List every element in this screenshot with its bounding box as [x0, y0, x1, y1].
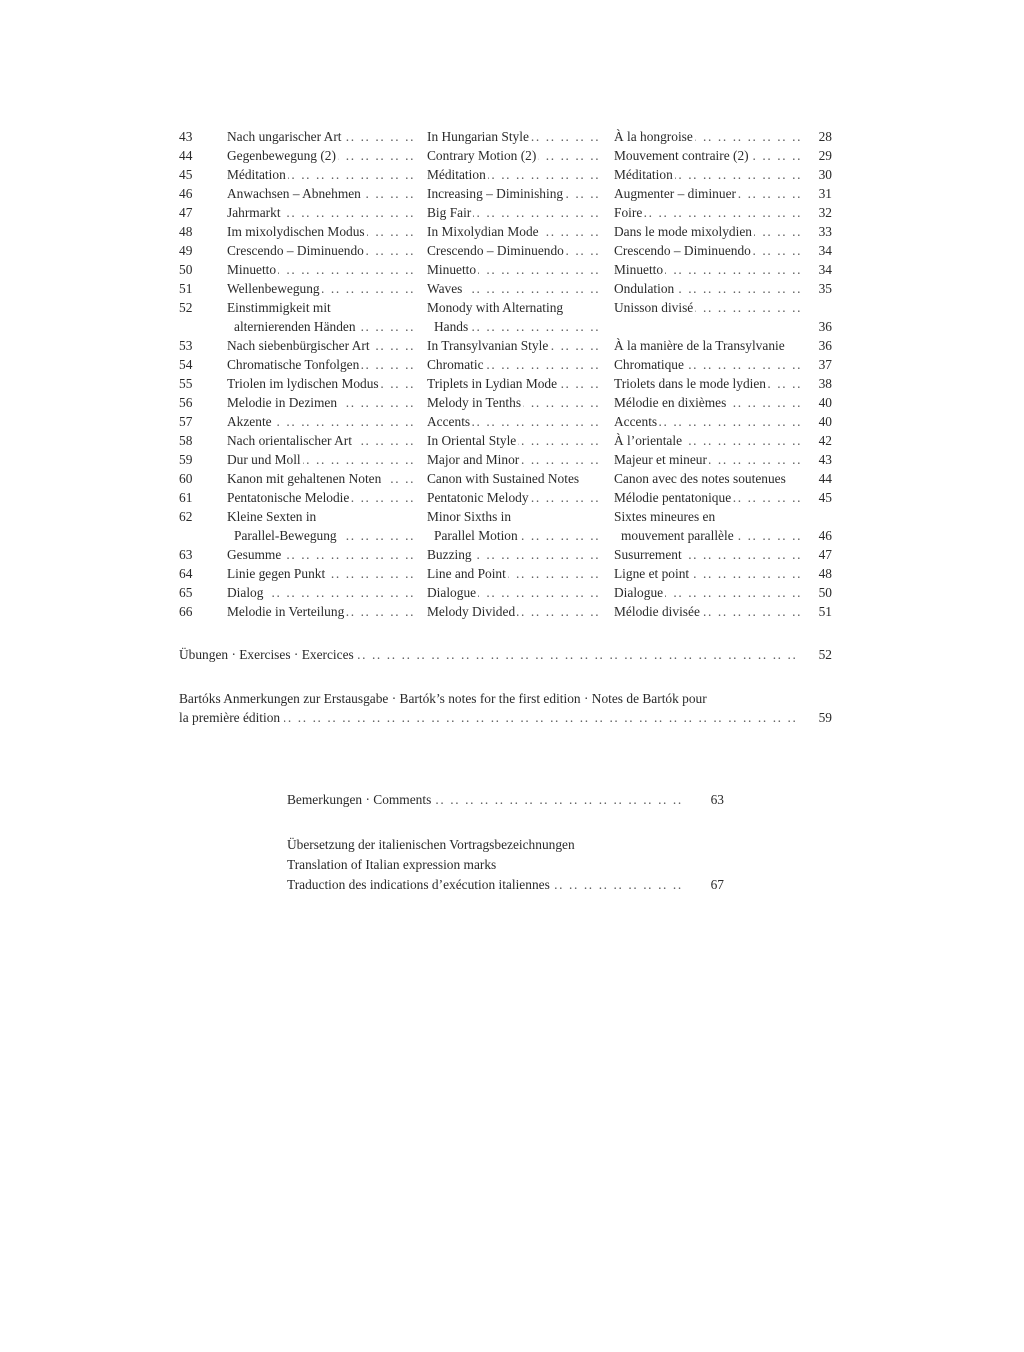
translation-line-3: Traduction des indications d’exécution italiennes [287, 877, 554, 892]
title-german-text: Gesumme [227, 547, 282, 562]
title-french [614, 165, 800, 184]
title-english [427, 488, 602, 507]
entry-number: 62 [179, 509, 193, 524]
title-german [227, 374, 417, 393]
title-french-text: Foire [614, 205, 643, 220]
table-row [0, 564, 1024, 583]
title-german-text: Kanon mit gehaltenen Noten [227, 471, 382, 486]
translation-line-2: Translation of Italian expression marks [287, 857, 497, 872]
table-row [0, 336, 1024, 355]
title-french-text: Mélodie en dixièmes [614, 395, 727, 410]
title-english [427, 374, 602, 393]
title-english-text: Contrary Motion (2) [427, 148, 537, 163]
entry-number: 49 [179, 243, 193, 258]
page-number: 44 [818, 471, 832, 486]
title-german [227, 583, 417, 602]
title-french [614, 545, 800, 564]
page-number: 33 [818, 224, 832, 239]
title-french-text: Mouvement contraire (2) [614, 148, 749, 163]
title-english-text: Melody in Tenths [427, 395, 522, 410]
page-number: 34 [818, 243, 832, 258]
title-french [614, 222, 800, 241]
title-english-text: Waves [427, 281, 463, 296]
exercises-label: Übungen · Exercises · Exercices [179, 647, 358, 662]
translation-page: 67 [710, 877, 724, 892]
title-english-text: In Oriental Style [427, 433, 517, 448]
table-row [0, 127, 1024, 146]
title-english [427, 450, 602, 469]
title-english [427, 127, 602, 146]
title-german-text: Einstimmigkeit mit [227, 300, 331, 315]
entry-number: 55 [179, 376, 193, 391]
table-row [0, 469, 1024, 488]
entry-number: 46 [179, 186, 193, 201]
table-row [0, 393, 1024, 412]
title-french-text: Minuetto [614, 262, 664, 277]
title-french [614, 412, 800, 431]
entry-number: 45 [179, 167, 193, 182]
title-french [614, 241, 800, 260]
title-english-text: Chromatic [427, 357, 484, 372]
title-french-text: Susurrement [614, 547, 682, 562]
title-french [614, 146, 800, 165]
title-english-text: Minuetto [427, 262, 477, 277]
table-row [0, 488, 1024, 507]
title-german-text: Méditation [227, 167, 286, 182]
table-row [0, 146, 1024, 165]
title-english-text: Dialogue [427, 585, 477, 600]
notes-line-2: la première édition [179, 710, 284, 725]
title-french-text: À la manière de la Transylvanie [614, 338, 785, 353]
table-row [0, 298, 1024, 317]
title-german-text: Dialog [227, 585, 264, 600]
title-english [427, 184, 602, 203]
table-row [0, 222, 1024, 241]
title-german [227, 355, 417, 374]
title-french-text: mouvement parallèle [614, 528, 736, 543]
title-french [614, 564, 800, 583]
page-number: 50 [818, 585, 832, 600]
title-german [227, 165, 417, 184]
entry-number: 60 [179, 471, 193, 486]
title-english [427, 203, 602, 222]
title-french-text: Ligne et point [614, 566, 690, 581]
page-number: 32 [818, 205, 832, 220]
title-french-text: Triolets dans le mode lydien [614, 376, 766, 391]
title-german-text: Minuetto [227, 262, 277, 277]
page-number: 36 [818, 338, 832, 353]
title-french-text: Mélodie divisée [614, 604, 700, 619]
title-french [614, 450, 800, 469]
title-german [227, 412, 417, 431]
table-row [0, 184, 1024, 203]
entry-number: 61 [179, 490, 193, 505]
translation-entry [287, 875, 687, 894]
comments-page: 63 [710, 792, 724, 807]
title-english-text: Minor Sixths in [427, 509, 512, 524]
table-row [0, 317, 1024, 336]
exercises-entry [179, 645, 799, 664]
title-english-text: Méditation [427, 167, 486, 182]
title-german [227, 317, 417, 336]
title-german-text: Triolen im lydischen Modus [227, 376, 379, 391]
entry-number: 47 [179, 205, 193, 220]
title-french [614, 336, 800, 355]
title-german-text: Akzente [227, 414, 272, 429]
title-german [227, 298, 417, 317]
entry-number: 66 [179, 604, 193, 619]
title-english-text: In Transylvanian Style [427, 338, 549, 353]
title-german [227, 279, 417, 298]
table-row [0, 602, 1024, 621]
notes-entry [179, 708, 799, 727]
table-row [0, 431, 1024, 450]
page-number: 28 [818, 129, 832, 144]
title-french-text: À l’orientale [614, 433, 683, 448]
table-row [0, 583, 1024, 602]
title-french [614, 507, 800, 526]
title-german [227, 260, 417, 279]
notes-line-1: Bartóks Anmerkungen zur Erstausgabe · Bartók’s notes for the first edition · Notes de Bartók pour [179, 691, 707, 706]
title-french-text: À la hongroise [614, 129, 693, 144]
title-french [614, 260, 800, 279]
title-french [614, 203, 800, 222]
table-row [0, 260, 1024, 279]
table-row [0, 507, 1024, 526]
title-french-text: Mélodie pentatonique [614, 490, 732, 505]
page-number: 35 [818, 281, 832, 296]
title-german [227, 241, 417, 260]
table-row [0, 241, 1024, 260]
title-english-text: Buzzing [427, 547, 472, 562]
title-german-text: Melodie in Dezimen [227, 395, 338, 410]
table-row [0, 545, 1024, 564]
table-row [0, 374, 1024, 393]
title-french-text: Sixtes mineures en [614, 509, 716, 524]
title-french [614, 431, 800, 450]
page-number: 47 [818, 547, 832, 562]
entry-number: 43 [179, 129, 193, 144]
entry-number: 65 [179, 585, 193, 600]
title-english [427, 260, 602, 279]
title-german [227, 184, 417, 203]
title-english [427, 583, 602, 602]
page-number: 30 [818, 167, 832, 182]
entry-number: 53 [179, 338, 193, 353]
entry-number: 51 [179, 281, 193, 296]
title-english [427, 507, 602, 526]
title-english [427, 279, 602, 298]
title-english-text: Melody Divided [427, 604, 516, 619]
title-english-text: Increasing – Diminishing [427, 186, 564, 201]
title-french-text: Majeur et mineur [614, 452, 707, 467]
title-english-text: In Mixolydian Mode [427, 224, 539, 239]
title-french [614, 583, 800, 602]
table-row [0, 355, 1024, 374]
title-german-text: Linie gegen Punkt [227, 566, 326, 581]
title-english [427, 241, 602, 260]
title-german [227, 545, 417, 564]
entry-number: 52 [179, 300, 193, 315]
title-french [614, 602, 800, 621]
title-french [614, 469, 800, 488]
title-german [227, 450, 417, 469]
entry-number: 56 [179, 395, 193, 410]
title-french-text: Crescendo – Diminuendo [614, 243, 751, 258]
title-german-text: Nach siebenbürgischer Art [227, 338, 370, 353]
page-number: 40 [818, 414, 832, 429]
comments-label: Bemerkungen · Comments [287, 792, 435, 807]
title-french-text: Augmenter – diminuer [614, 186, 736, 201]
title-english-text: Hands [427, 319, 470, 334]
title-english [427, 545, 602, 564]
title-german-text: Kleine Sexten in [227, 509, 317, 524]
title-german [227, 203, 417, 222]
title-english-text: Parallel Motion [427, 528, 520, 543]
title-german-text: Nach ungarischer Art [227, 129, 342, 144]
title-german-text: Anwachsen – Abnehmen [227, 186, 361, 201]
title-german [227, 222, 417, 241]
page-number: 38 [818, 376, 832, 391]
title-german [227, 393, 417, 412]
entry-number: 50 [179, 262, 193, 277]
page-number: 45 [818, 490, 832, 505]
title-french [614, 279, 800, 298]
page-number: 42 [818, 433, 832, 448]
title-french [614, 184, 800, 203]
title-french-text: Chromatique [614, 357, 684, 372]
entry-number: 64 [179, 566, 193, 581]
title-french-text: Dans le mode mixolydien [614, 224, 752, 239]
title-french [614, 374, 800, 393]
entry-number: 44 [179, 148, 193, 163]
title-french-text: Ondulation [614, 281, 675, 296]
title-french [614, 127, 800, 146]
comments-entry [287, 790, 687, 809]
title-french-text: Accents [614, 414, 658, 429]
page-number: 37 [818, 357, 832, 372]
table-row [0, 279, 1024, 298]
title-english-text: Accents [427, 414, 471, 429]
entry-number: 58 [179, 433, 193, 448]
entry-number: 54 [179, 357, 193, 372]
title-english [427, 146, 602, 165]
page-number: 46 [818, 528, 832, 543]
table-row [0, 165, 1024, 184]
title-german-text: Wellenbewegung [227, 281, 320, 296]
title-english [427, 298, 602, 317]
title-english-text: In Hungarian Style [427, 129, 529, 144]
title-english [427, 602, 602, 621]
table-row [0, 450, 1024, 469]
title-english [427, 412, 602, 431]
title-english-text: Major and Minor [427, 452, 520, 467]
title-german-text: alternierenden Händen [227, 319, 358, 334]
title-english-text: Triplets in Lydian Mode [427, 376, 558, 391]
title-french [614, 355, 800, 374]
title-german [227, 336, 417, 355]
title-english [427, 336, 602, 355]
title-english-text: Canon with Sustained Notes [427, 471, 580, 486]
page-number: 34 [818, 262, 832, 277]
title-german [227, 526, 417, 545]
title-german-text: Gegenbewegung (2) [227, 148, 336, 163]
title-english [427, 431, 602, 450]
title-german-text: Melodie in Verteilung [227, 604, 345, 619]
title-english-text: Big Fair [427, 205, 472, 220]
table-row [0, 526, 1024, 545]
title-english [427, 564, 602, 583]
title-german [227, 469, 417, 488]
entry-number: 48 [179, 224, 193, 239]
page-number: 36 [818, 319, 832, 334]
title-german [227, 564, 417, 583]
title-english [427, 317, 602, 336]
title-german [227, 127, 417, 146]
title-english [427, 222, 602, 241]
title-german [227, 146, 417, 165]
entry-number: 59 [179, 452, 193, 467]
entry-number: 63 [179, 547, 193, 562]
title-english-text: Line and Point [427, 566, 506, 581]
page-number: 29 [818, 148, 832, 163]
title-german-text: Nach orientalischer Art [227, 433, 352, 448]
title-french-text: Dialogue [614, 585, 664, 600]
table-row [0, 412, 1024, 431]
title-french-text: Unisson divisé [614, 300, 694, 315]
page-number: 48 [818, 566, 832, 581]
title-german [227, 602, 417, 621]
title-french [614, 393, 800, 412]
title-english-text: Crescendo – Diminuendo [427, 243, 564, 258]
title-french [614, 488, 800, 507]
title-german [227, 488, 417, 507]
title-english [427, 469, 602, 488]
title-german [227, 431, 417, 450]
page-number: 31 [818, 186, 832, 201]
title-german-text: Chromatische Tonfolgen [227, 357, 360, 372]
page-number: 51 [818, 604, 832, 619]
title-english [427, 526, 602, 545]
table-row [0, 203, 1024, 222]
title-german-text: Pentatonische Melodie [227, 490, 350, 505]
title-french [614, 526, 800, 545]
title-english [427, 165, 602, 184]
title-french-text: Canon avec des notes soutenues [614, 471, 786, 486]
exercises-page: 52 [818, 647, 832, 662]
title-german-text: Crescendo – Diminuendo [227, 243, 364, 258]
title-english-text: Monody with Alternating [427, 300, 564, 315]
notes-page: 59 [818, 710, 832, 725]
title-german-text: Parallel-Bewegung [227, 528, 339, 543]
title-french-text: Méditation [614, 167, 673, 182]
page-number: 43 [818, 452, 832, 467]
title-german-text: Im mixolydischen Modus [227, 224, 365, 239]
page-number: 40 [818, 395, 832, 410]
translation-line-1: Übersetzung der italienischen Vortragsbezeichnungen [287, 837, 575, 852]
title-german-text: Jahrmarkt [227, 205, 281, 220]
title-german [227, 507, 417, 526]
title-french [614, 298, 800, 317]
entry-number: 57 [179, 414, 193, 429]
title-german-text: Dur und Moll [227, 452, 301, 467]
title-english [427, 355, 602, 374]
title-english-text: Pentatonic Melody [427, 490, 529, 505]
title-english [427, 393, 602, 412]
